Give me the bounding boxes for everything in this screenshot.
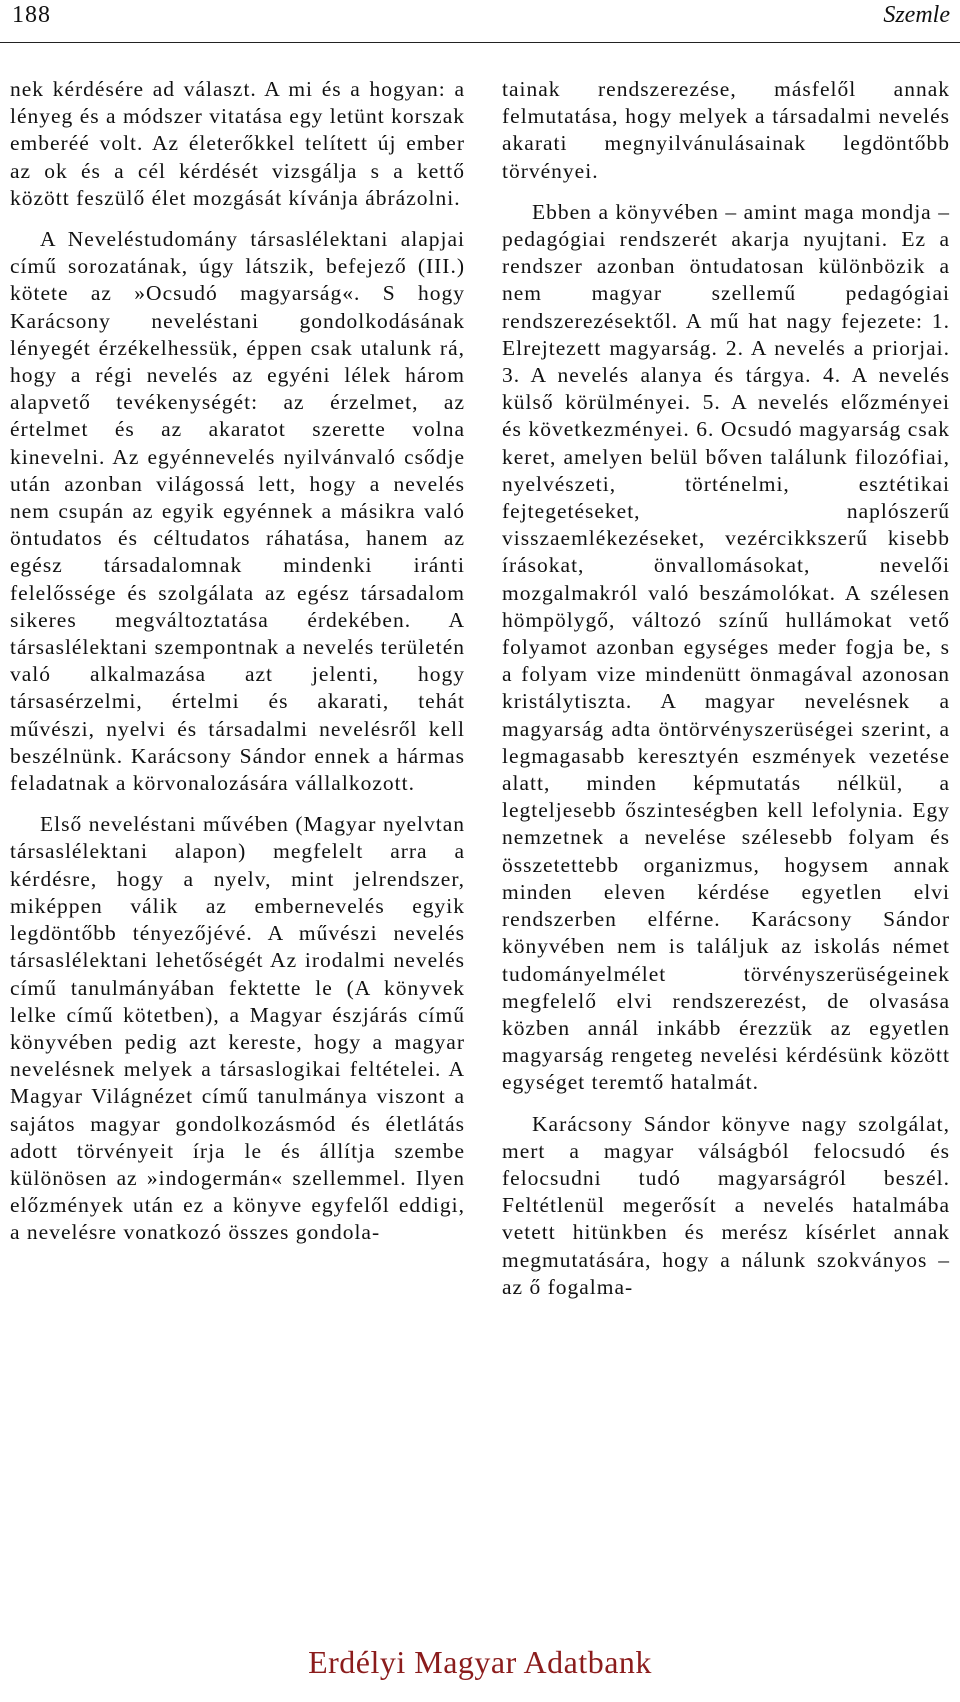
right-column (502, 76, 950, 1301)
paragraph: Első neveléstani művében (Magyar nyelvtan társaslélektani alapon) megfelelt arra a kérdésre, hogy a nyelv, mint jelrendszer, miképpen válik az embernevelés egyik legdöntőbb tényezőjévé. A művészi nevelés társaslélektani lehetőségét Az irodalmi nevelés című tanulmányában fektette le (A könyvek lelke című kötetben), a Magyar észjárás című könyvében pedig azt kereste, hogy a magyar nevelésnek melyek a társaslogikai feltételei. A Magyar Világnézet című tanulmánya viszont a sajátos magyar gondolkozásmód és életlátás adott törvényeit írja le és állítja szembe különösen az »indogermán« szellemmel. Ilyen előzmények után ez a könyve egyfelől eddigi, a nevelésre vonatkozó összes gondola- (10, 812, 465, 1245)
left-column (10, 76, 465, 1247)
page-number: 188 (12, 2, 51, 28)
paragraph: nek kérdésére ad választ. A mi és a hogyan: a lényeg és a módszer vitatása egy letünt korszak emberéé volt. Az életerőkkel telített új ember az ok és a cél kérdését vizsgálja s a kettő között feszülő élet mozgását kívánja ábrázolni. (10, 77, 465, 210)
header-rule (0, 42, 960, 43)
paragraph: tainak rendszerezése, másfelől annak felmutatása, hogy melyek a társadalmi nevelés akarati megnyilvánulásainak legdöntőbb törvényei. (502, 77, 950, 183)
running-head: Szemle (883, 2, 950, 28)
watermark-text: Erdélyi Magyar Adatbank (308, 1644, 652, 1680)
paragraph: A Neveléstudomány társaslélektani alapjai című sorozatának, úgy látszik, befejező (III.) kötete az »Ocsudó magyarság«. S hogy Karácsony neveléstani gondolkodásának lényegét érzékelhessük, éppen csak utalunk rá, hogy a régi nevelés az egyéni lélek három alapvető tevékenységét: az érzelmet, az értelmet és az akaratot szerette volna kinevelni. Az egyénnevelés nyilvánvaló csődje után azonban világossá lett, hogy a nevelés nem csupán az egyik egyénnek a másikra való öntudatos és céltudatos ráhatása, hanem az egész társadalomnak mindenki iránti felelőssége és szolgálata az egész társadalom sikeres megváltoztatása érdekében. A társaslélektani szempontnak a nevelés területén való alkalmazása azt jelenti, hogy társasérzelmi, értelmi és akarati, tehát művészi, nyelvi és társadalmi nevelésről kell beszélnünk. Karácsony Sándor ennek a hármas feladatnak a körvonalozására vállalkozott. (10, 227, 465, 796)
paragraph: Ebben a könyvében – amint maga mondja – pedagógiai rendszerét akarja nyujtani. Ez a rendszer azonban öntudatosan különbözik a nem magyar szellemű pedagógiai rendszerezésektől. A mű hat nagy fejezete: 1. Elrejtezett magyarság. 2. A nevelés a priorjai. 3. A nevelés alanya és tárgya. 4. A nevelés külső körülményei. 5. A nevelés előzményei és következményei. 6. Ocsudó magyarság csak keret, amelyen belül bőven találunk filozófiai, nyelvészeti, történelmi, esztétikai fejtegetéseket, naplószerű visszaemlékezéseket, vezércikkszerű kisebb írásokat, önvallomásokat, nevelői mozgalmakról való beszámolókat. A szélesen hömpölygő, változó színű hullámokat vető folyamot azonban egységes meder fogja be, s a folyam vize mindenütt önmagával azonosan kristálytiszta. A magyar nevelésnek a magyarság adta öntörvényszerüségei szerint, a legmagasabb keresztyén eszmények vezetése alatt, minden képmutatás nélkül, a legteljesebb őszinteségben kell lefolynia. Egy nemzetnek a nevelése szélesebb folyam és összetettebb organizmus, hogysem annak minden eleven kérdése egyetlen elvi rendszerben elférne. Karácsony Sándor könyvében nem is találjuk az iskolás német tudományelmélet törvényszerüségeinek megfelelő elvi rendszerezést, de olvasása közben annál inkább érezzük az egyetlen magyarság rengeteg nevelési kérdésünk között egységet teremtő hatalmát. (502, 199, 950, 1095)
paragraph: Karácsony Sándor könyve nagy szolgálat, mert a magyar válságból felocsudó és felocsudni tudó magyarságról beszél. Feltétlenül megerősít a nevelés hatalmába vetett hitünkben és merész kísérlet annak megmutatására, hogy a nálunk szokványos – az ő fogalma- (502, 1111, 950, 1299)
